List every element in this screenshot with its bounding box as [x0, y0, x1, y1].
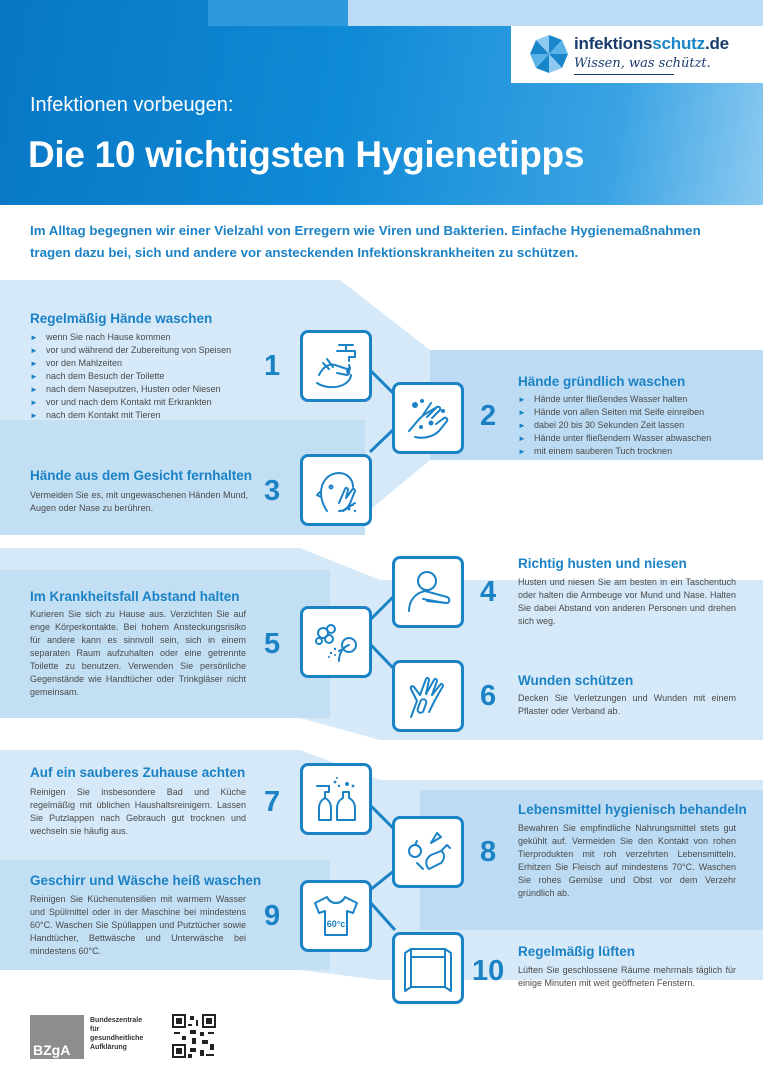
tip-7-title: Auf ein sauberes Zuhause achten	[30, 765, 246, 780]
tip-8-number: 8	[480, 836, 497, 868]
tip-4-text: Husten und niesen Sie am besten in ein Taschentuch oder halten die Armbeuge vor Mund und Nase. Halten Sie dabei Abstand von anderen Personen und drehen sich weg.	[518, 577, 736, 626]
umbrella-logo-icon	[529, 34, 569, 74]
tip-3-icon-box	[300, 454, 372, 526]
tip-10-number: 10	[472, 955, 505, 987]
handwashing-tap-icon	[309, 339, 363, 393]
tip-1-list	[30, 331, 260, 422]
tip-2-title: Hände gründlich waschen	[518, 374, 686, 389]
tip-9-title: Geschirr und Wäsche heiß waschen	[30, 873, 262, 888]
tip-8-text: Bewahren Sie empfindliche Nahrungsmittel stets gut gekühlt auf. Vermeiden Sie den Kontakt von rohen Tierprodukten mit roh verzehrten Lebensmitteln. Erhitzen Sie Fleisch auf mindestens 70°C. Waschen Sie rohes Gemüse und Obst vor dem Verzehr gründlich ab.	[518, 823, 736, 898]
tagline-underline	[574, 74, 674, 75]
tip-5-number: 5	[264, 628, 281, 660]
tip-10-icon-box	[392, 932, 464, 1004]
tip-2-number: 2	[480, 400, 497, 432]
list-item: ► nach dem Besuch der Toilette	[30, 370, 260, 383]
tip-2-list	[518, 393, 748, 458]
org-name: Bundeszentrale für gesundheitliche Aufklärung	[90, 1017, 144, 1051]
tip-1-icon-box	[300, 330, 372, 402]
list-item: ► nach dem Naseputzen, Husten oder Niesen	[30, 383, 260, 396]
intro-text: Im Alltag begegnen wir einer Vielzahl von Erregern wie Viren und Bakterien. Einfache Hygienemaßnahmen tragen dazu bei, sich und andere vor ansteckenden Infektionskrankheiten zu schützen.	[30, 223, 701, 260]
tip-2-icon-box	[392, 382, 464, 454]
list-item: ► Hände von allen Seiten mit Seife einreiben	[518, 406, 748, 419]
tip-1-title: Regelmäßig Hände waschen	[30, 311, 213, 326]
page-title: Die 10 wichtigsten Hygienetipps	[28, 134, 585, 175]
qr-code[interactable]	[172, 1014, 216, 1058]
tip-8-title: Lebensmittel hygienisch behandeln	[518, 802, 747, 817]
bzga-logo[interactable]: BZgA	[30, 1015, 84, 1059]
tip-7-text: Reinigen Sie insbesondere Bad und Küche regelmäßig mit üblichen Haushaltsreinigern. Lassen Sie Putzlappen nach Gebrauch gut trocknen und wechseln sie häufig aus.	[30, 787, 246, 836]
tip-6-icon-box	[392, 660, 464, 732]
soapy-hands-icon	[401, 391, 455, 445]
tip-1-number: 1	[264, 350, 281, 382]
tip-4-icon-box	[392, 556, 464, 628]
food-icon	[401, 825, 455, 879]
tip-7-icon-box	[300, 763, 372, 835]
tshirt-60-icon	[309, 889, 363, 943]
cleaning-bottles-icon	[309, 772, 363, 826]
tip-3-number: 3	[264, 475, 281, 507]
cough-elbow-icon	[401, 565, 455, 619]
hand-face-icon	[309, 463, 363, 517]
list-item: ► wenn Sie nach Hause kommen	[30, 331, 260, 344]
tip-6-text: Decken Sie Verletzungen und Wunden mit einem Pflaster oder Verband ab.	[518, 693, 736, 716]
header-subtitle: Infektionen vorbeugen:	[30, 94, 234, 116]
header-strip	[208, 0, 348, 26]
tip-8-icon-box	[392, 816, 464, 888]
list-item: ► dabei 20 bis 30 Sekunden Zeit lassen	[518, 419, 748, 432]
bandaged-hand-icon	[401, 669, 455, 723]
tip-5-icon-box	[300, 606, 372, 678]
tip-3-title: Hände aus dem Gesicht fernhalten	[30, 468, 253, 483]
open-window-icon	[401, 941, 455, 995]
tip-5-text: Kurieren Sie sich zu Hause aus. Verzichten Sie auf enge Körperkontakte. Bei hohem Ansteckungsrisiko für andere kann es sinnvoll sein, sich in einem separaten Raum aufzuhalten oder eine getrennte Toilette zu benutzen. Verwenden Sie persönliche Gegenstände wie Handtücher oder Trinkgläser nicht gemeinsam.	[30, 609, 246, 697]
list-item: ► vor und nach dem Kontakt mit Erkrankten	[30, 396, 260, 409]
icon-label: 60°c	[326, 919, 346, 929]
list-item: ► nach dem Kontakt mit Tieren	[30, 409, 260, 422]
brand-tagline: Wissen, was schützt.	[574, 56, 711, 71]
list-item: ► mit einem sauberen Tuch trocknen	[518, 445, 748, 458]
list-item: ► vor und während der Zubereitung von Speisen	[30, 344, 260, 357]
sick-distance-icon	[309, 615, 363, 669]
tip-7-number: 7	[264, 786, 281, 818]
tip-5-title: Im Krankheitsfall Abstand halten	[30, 589, 240, 604]
header-strip	[348, 0, 763, 26]
list-item: ► Hände unter fließendem Wasser abwaschen	[518, 432, 748, 445]
tip-6-number: 6	[480, 680, 497, 712]
tip-9-text: Reinigen Sie Küchenutensilien mit warmem Wasser und Spülmittel oder in der Maschine bei mindestens 60°C. Waschen Sie Spüllappen und Putztücher sowie Handtücher, Bettwäsche und Unterwäsche bei mindestens 60°C.	[30, 894, 246, 956]
tip-9-icon-box	[300, 880, 372, 952]
tip-10-text: Lüften Sie geschlossene Räume mehrmals täglich für einige Minuten mit weit geöffneten Fenstern.	[518, 965, 736, 988]
tip-4-number: 4	[480, 576, 497, 608]
tip-3-text: Vermeiden Sie es, mit ungewaschenen Händen Mund, Augen oder Nase zu berühren.	[30, 490, 248, 513]
tip-4-title: Richtig husten und niesen	[518, 556, 687, 571]
list-item: ► Hände unter fließendes Wasser halten	[518, 393, 748, 406]
tip-10-title: Regelmäßig lüften	[518, 944, 636, 959]
brand-name: infektionsschutz.de	[574, 34, 729, 53]
tip-9-number: 9	[264, 900, 281, 932]
list-item: ► vor den Mahlzeiten	[30, 357, 260, 370]
brand-logo[interactable]	[511, 26, 763, 83]
tip-6-title: Wunden schützen	[518, 673, 634, 688]
